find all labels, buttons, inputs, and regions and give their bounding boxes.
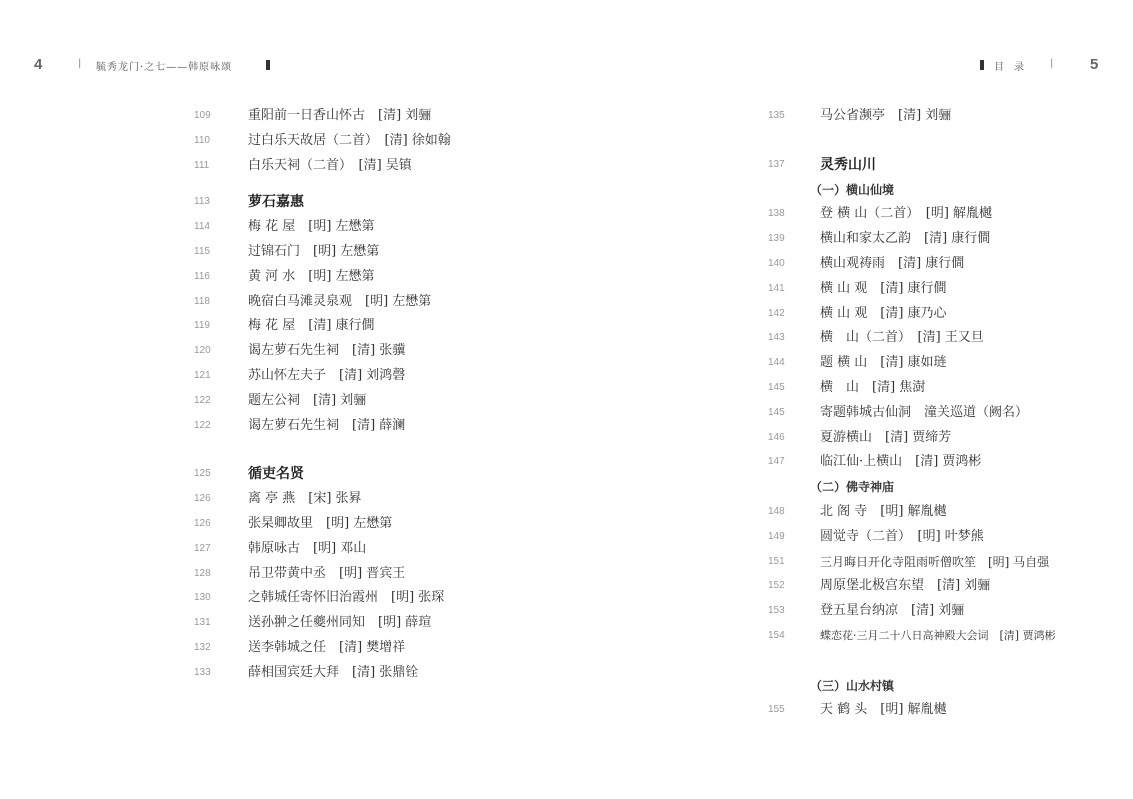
right-page-header [980, 56, 1100, 72]
toc-entry[interactable] [194, 661, 534, 686]
entry-title: 张杲卿故里 [明] 左懋第 [248, 515, 393, 531]
toc-entry[interactable] [194, 611, 534, 636]
page-number: 141 [768, 282, 785, 294]
header-marker [266, 60, 270, 70]
entry-title: 白乐天祠（二首） [清] 吴镇 [248, 157, 412, 173]
entry-title: 韩原咏古 [明] 邓山 [248, 540, 367, 556]
page-number: 114 [194, 221, 210, 233]
toc-entry[interactable] [768, 401, 1098, 426]
toc-entry[interactable] [194, 314, 534, 339]
entry-title: 周原堡北极宫东望 [清] 刘骊 [820, 578, 991, 594]
toc-entry[interactable] [194, 265, 534, 290]
entry-title: 临江仙·上横山 [清] 贾鸿彬 [820, 454, 982, 470]
toc-entry[interactable] [768, 574, 1098, 599]
entry-title: 过锦石门 [明] 左懋第 [248, 243, 380, 259]
page-number: 138 [768, 208, 785, 220]
entry-title: 晚宿白马滩灵泉观 [明] 左懋第 [248, 293, 432, 309]
page-number: 130 [194, 592, 211, 604]
toc-entry[interactable] [768, 277, 1098, 302]
entry-title: 圆觉寺（二首） [明] 叶梦熊 [820, 528, 984, 544]
page-number: 143 [768, 332, 785, 344]
entry-title: 北 阁 寺 [明] 解胤樾 [820, 503, 947, 519]
toc-entry[interactable] [194, 339, 534, 364]
page-number: 126 [194, 517, 211, 529]
toc-entry[interactable] [768, 500, 1098, 525]
entry-title: 梅 花 屋 [明] 左懋第 [248, 219, 375, 235]
toc-entry[interactable] [768, 599, 1098, 624]
page-number: 118 [194, 295, 210, 307]
toc-subsection-heading[interactable]: （一）横山仙境 [810, 182, 895, 197]
page-number: 135 [768, 110, 785, 121]
entry-title: 马公省濒亭 [清] 刘骊 [820, 108, 952, 123]
toc-entry[interactable] [768, 426, 1098, 451]
toc-entry[interactable] [768, 351, 1098, 376]
toc-section-heading[interactable] [768, 153, 1098, 178]
page-number: 132 [194, 641, 211, 653]
section-title: 目录 [994, 62, 1034, 73]
page-number: 110 [194, 134, 210, 146]
page-number: 155 [768, 704, 785, 716]
page-number: 116 [194, 270, 210, 282]
entry-title: 横 山 [清] 焦澍 [820, 379, 926, 395]
page-number: 148 [768, 505, 785, 517]
toc-entry[interactable] [194, 562, 534, 587]
toc-entry[interactable] [768, 624, 1098, 649]
toc-entry[interactable] [194, 364, 534, 389]
page-number: 127 [194, 542, 211, 554]
page-number: 145 [768, 381, 785, 393]
header-separator: | [78, 58, 82, 69]
page-number: 125 [194, 468, 211, 480]
toc-entry[interactable] [768, 525, 1098, 550]
page-number: 154 [768, 629, 785, 641]
toc-entry[interactable] [194, 129, 534, 154]
toc-entry[interactable] [768, 450, 1098, 475]
toc-entry[interactable] [768, 698, 1098, 723]
entry-title: 苏山怀左夫子 [清] 刘鸿磬 [248, 367, 406, 383]
entry-title: 重阳前一日香山怀古 [清] 刘骊 [248, 108, 432, 123]
toc-entry[interactable] [768, 302, 1098, 327]
left-page-number: 4 [34, 56, 43, 73]
page-number: 144 [768, 357, 785, 369]
section-heading-title: 萝石嘉惠 [248, 194, 304, 211]
entry-title: 三月晦日开化寺阻雨听僧吹笙 [明] 马自强 [820, 554, 1050, 569]
entry-title: 吊卫带黄中丞 [明] 晋宾王 [248, 565, 406, 581]
entry-title: 黄 河 水 [明] 左懋第 [248, 268, 375, 284]
entry-title: 谒左萝石先生祠 [清] 薛澜 [248, 417, 406, 433]
entry-title: 夏游横山 [清] 贾缔芳 [820, 429, 952, 445]
entry-title: 横 山（二首） [清] 王又旦 [820, 330, 984, 346]
page-number: 152 [768, 580, 785, 592]
page-number: 146 [768, 431, 785, 443]
page-number: 151 [768, 555, 785, 567]
entry-title: 横 山 观 [清] 康行僴 [820, 280, 947, 296]
toc-entry[interactable] [194, 154, 534, 179]
page-number: 139 [768, 233, 785, 245]
page-number: 111 [194, 159, 210, 171]
header-separator: | [1050, 58, 1054, 69]
page-number: 126 [194, 493, 211, 505]
toc-entry[interactable] [768, 376, 1098, 401]
toc-entry[interactable] [194, 512, 534, 537]
section-heading-title: 循吏名贤 [248, 466, 304, 483]
right-toc-column [768, 104, 1098, 723]
entry-title: 梅 花 屋 [清] 康行僴 [248, 318, 375, 334]
entry-title: 送李韩城之任 [清] 樊增祥 [248, 639, 406, 655]
toc-entry[interactable] [194, 537, 534, 562]
toc-entry[interactable] [768, 202, 1098, 227]
page-number: 120 [194, 345, 211, 357]
entry-title: 题 横 山 [清] 康如琏 [820, 355, 947, 371]
toc-entry[interactable] [768, 550, 1098, 575]
page-number: 115 [194, 245, 210, 257]
page-number: 113 [194, 196, 210, 208]
toc-entry[interactable] [194, 389, 534, 414]
entry-title: 横山观祷雨 [清] 康行僴 [820, 255, 965, 271]
entry-title: 之韩城任寄怀旧治霞州 [明] 张琛 [248, 590, 445, 606]
header-marker [980, 60, 984, 70]
entry-title: 离 亭 燕 [宋] 张昪 [248, 491, 362, 507]
entry-title: 登五星台纳凉 [清] 刘骊 [820, 603, 965, 619]
entry-title: 谒左萝石先生祠 [清] 张骥 [248, 343, 406, 359]
toc-entry[interactable] [768, 252, 1098, 277]
toc-section-heading[interactable] [194, 190, 534, 215]
entry-title: 过白乐天故居（二首） [清] 徐如翰 [248, 132, 451, 148]
entry-title: 登 横 山（二首） [明] 解胤樾 [820, 206, 993, 222]
page-number: 119 [194, 320, 210, 332]
entry-title: 横 山 观 [清] 康乃心 [820, 305, 947, 321]
toc-entry[interactable] [768, 227, 1098, 252]
toc-entry[interactable] [768, 326, 1098, 351]
page-number: 121 [194, 369, 211, 381]
entry-title: 寄题韩城古仙洞 潼关巡道（阙名） [820, 404, 1029, 420]
page-number: 145 [768, 406, 785, 418]
book-title: 毓秀龙门·之七——韩原咏颂 [96, 62, 233, 73]
page-number: 140 [768, 257, 785, 269]
page-number: 131 [194, 617, 211, 629]
page-number: 128 [194, 567, 211, 579]
page-number: 153 [768, 605, 785, 617]
page-number: 122 [194, 394, 211, 406]
toc-entry[interactable] [194, 240, 534, 265]
toc-subsection-heading[interactable]: （三）山水村镇 [810, 678, 895, 693]
page-number: 142 [768, 307, 785, 319]
toc-entry[interactable] [194, 290, 534, 315]
section-heading-title: 灵秀山川 [820, 156, 876, 173]
toc-entry[interactable] [194, 586, 534, 611]
toc-entry[interactable] [194, 104, 534, 129]
toc-subsection-heading[interactable]: （二）佛寺神庙 [810, 480, 895, 495]
entry-title: 题左公祠 [清] 刘骊 [248, 392, 367, 408]
toc-entry[interactable] [194, 215, 534, 240]
entry-title: 天 鹤 头 [明] 解胤樾 [820, 702, 947, 718]
page-number: 122 [194, 419, 211, 431]
toc-section-heading[interactable] [194, 462, 534, 487]
page-number: 137 [768, 158, 785, 170]
left-toc-column [194, 104, 534, 686]
entry-title: 横山和家太乙韵 [清] 康行僴 [820, 231, 991, 247]
entry-title: 蝶恋花·三月二十八日高神殿大会词 [清] 贾鸿彬 [820, 628, 1056, 642]
page-number: 109 [194, 110, 211, 121]
page-number: 147 [768, 456, 785, 468]
toc-entry[interactable] [768, 104, 1098, 129]
page-number: 133 [194, 666, 211, 678]
page-number: 149 [768, 530, 785, 542]
entry-title: 送孙翀之任夔州同知 [明] 薛瑄 [248, 615, 432, 631]
toc-entry[interactable] [194, 487, 534, 512]
right-page-number: 5 [1090, 56, 1099, 73]
entry-title: 薛相国宾廷大拜 [清] 张鼎铨 [248, 664, 419, 680]
toc-entry[interactable] [194, 636, 534, 661]
toc-entry[interactable] [194, 414, 534, 439]
